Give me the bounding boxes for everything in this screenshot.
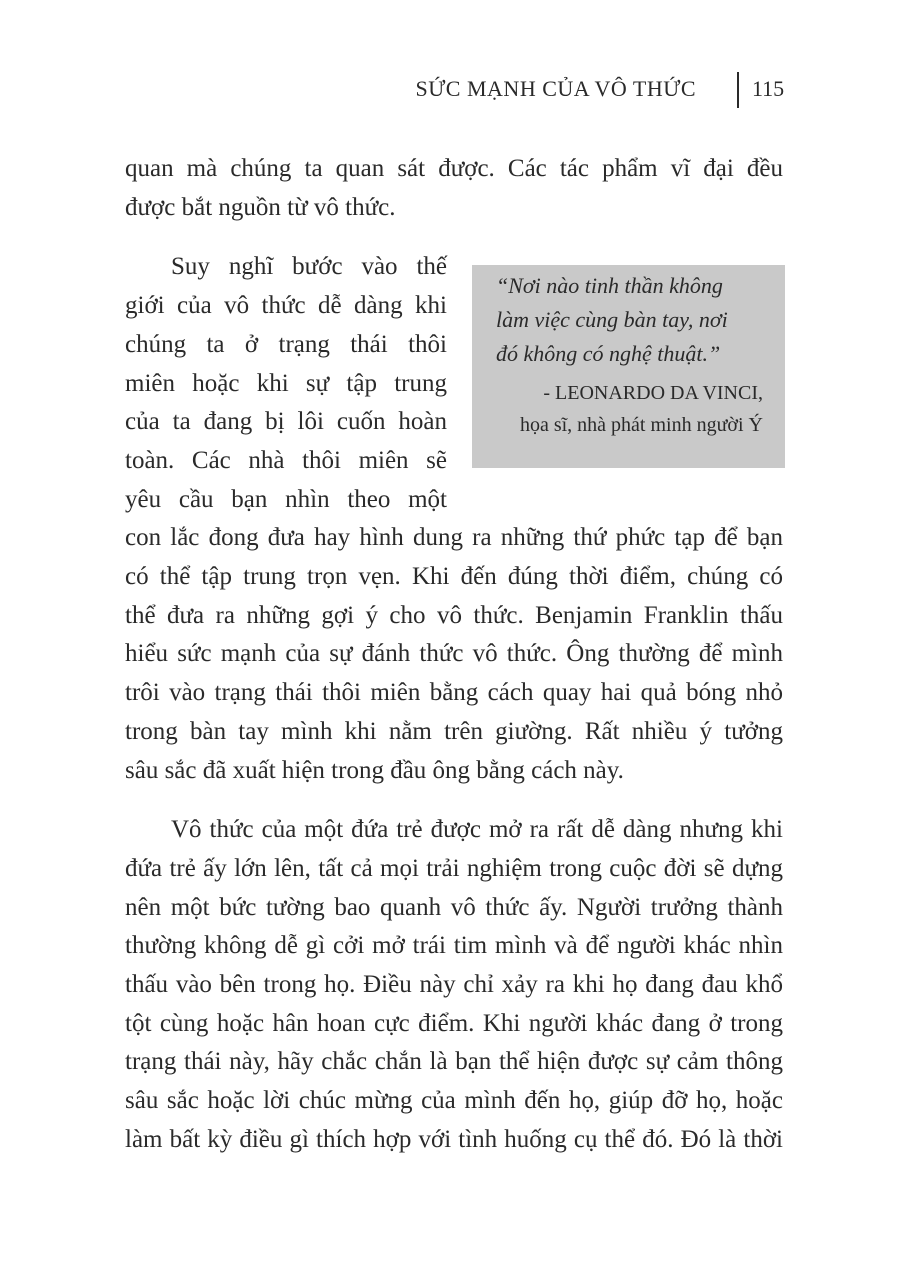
text-line: của ta đang bị lôi cuốn hoàn [125, 408, 447, 436]
text-line: tột cùng hoặc hân hoan cực điểm. Khi người khác đang ở trong [125, 1009, 783, 1037]
page-header [0, 72, 910, 112]
text-line: thường không dễ gì cởi mở trái tim mình và để người khác nhìn [125, 932, 783, 960]
text-line: quan mà chúng ta quan sát được. Các tác phẩm vĩ đại đều [125, 155, 783, 182]
running-title: SỨC MẠNH CỦA VÔ THỨC [415, 76, 696, 101]
text-line: toàn. Các nhà thôi miên sẽ [125, 446, 447, 474]
text-line: trạng thái này, hãy chắc chắn là bạn thể hiện được sự cảm thông [125, 1048, 783, 1076]
pull-quote-text [496, 269, 763, 371]
text-line: Vô thức của một đứa trẻ được mở ra rất dễ dàng nhưng khi [171, 816, 783, 844]
quote-line: làm việc cùng bàn tay, nơi [496, 307, 728, 332]
paragraph-3 [125, 811, 783, 1159]
quote-line: “Nơi nào tinh thần không [496, 273, 723, 298]
text-line: trôi vào trạng thái thôi miên bằng cách quay hai quả bóng nhỏ [125, 679, 783, 707]
text-line: miên hoặc khi sự tập trung [125, 369, 447, 397]
text-line: Suy nghĩ bước vào thế [171, 253, 447, 281]
paragraph-2-continued [125, 519, 783, 790]
text-line: sâu sắc đã xuất hiện trong đầu ông bằng cách này. [125, 756, 624, 784]
text-line: hiểu sức mạnh của sự đánh thức vô thức. Ông thường để mình [125, 640, 783, 668]
paragraph-1 [125, 150, 783, 227]
text-line: thể đưa ra những gợi ý cho vô thức. Benjamin Franklin thấu [125, 601, 783, 629]
quote-author: - LEONARDO DA VINCI, [543, 382, 763, 404]
text-line: có thể tập trung trọn vẹn. Khi đến đúng thời điểm, chúng có [125, 563, 783, 591]
quote-line: đó không có nghệ thuật.” [496, 341, 721, 366]
text-line: nên một bức tường bao quanh vô thức ấy. Người trưởng thành [125, 893, 783, 921]
header-divider [737, 72, 739, 108]
text-line: làm bất kỳ điều gì thích hợp với tình huống cụ thể đó. Đó là thời [125, 1125, 783, 1153]
pull-quote-box [472, 265, 785, 468]
text-line: con lắc đong đưa hay hình dung ra những thứ phức tạp để bạn [125, 524, 783, 552]
text-line: thấu vào bên trong họ. Điều này chỉ xảy ra khi họ đang đau khổ [125, 971, 783, 999]
text-line: giới của vô thức dễ dàng khi [125, 292, 447, 320]
page-number: 115 [752, 76, 785, 101]
text-line: sâu sắc hoặc lời chúc mừng của mình đến họ, giúp đỡ họ, hoặc [125, 1087, 783, 1115]
text-line: trong bàn tay mình khi nằm trên giường. Rất nhiều ý tưởng [125, 717, 783, 745]
text-line: yêu cầu bạn nhìn theo một [125, 485, 447, 513]
text-line: đứa trẻ ấy lớn lên, tất cả mọi trải nghiệm trong cuộc đời sẽ dựng [125, 854, 783, 882]
text-line: chúng ta ở trạng thái thôi [125, 330, 447, 358]
text-line: được bắt nguồn từ vô thức. [125, 193, 396, 221]
quote-author-role: họa sĩ, nhà phát minh người Ý [519, 414, 763, 436]
